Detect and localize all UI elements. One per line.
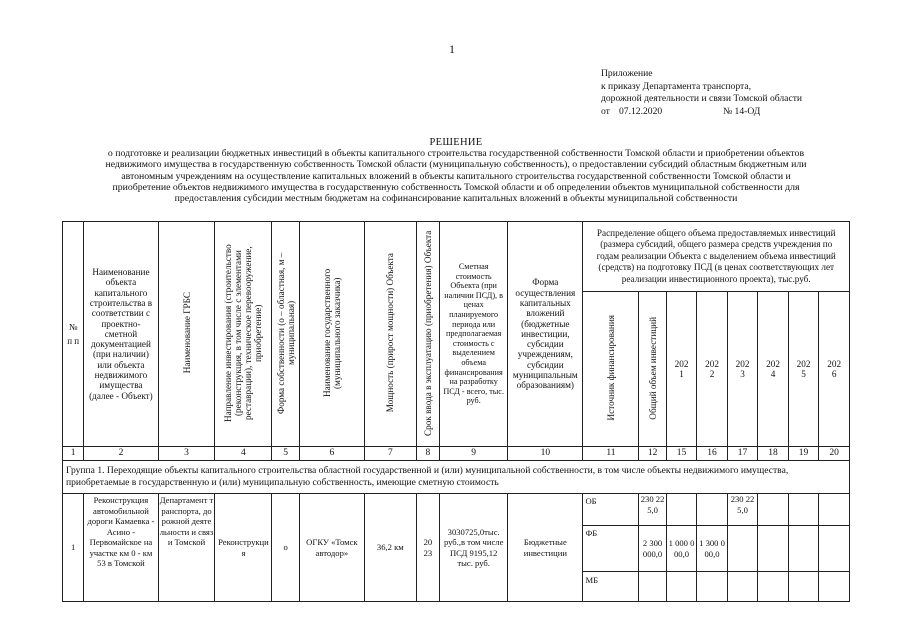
header-grbs-label: Наименование ГРБС xyxy=(181,292,192,374)
column-number: 8 xyxy=(416,447,439,461)
source-fb-2023 xyxy=(727,526,758,572)
source-mb: МБ xyxy=(583,572,639,602)
header-capacity xyxy=(364,222,416,447)
row-ownership: о xyxy=(272,494,299,602)
title-line: приобретение объектов недвижимого имущества в государственную собственность Томской области и об определении объектов муниципальной собственности для xyxy=(112,181,800,193)
column-number: 20 xyxy=(819,447,850,461)
source-mb-total xyxy=(639,572,666,602)
source-ob-2022 xyxy=(697,494,728,526)
row-num: 1 xyxy=(63,494,84,602)
row-direction: Реконструкция xyxy=(215,494,272,602)
row-form: Бюджетные инвестиции xyxy=(508,494,583,602)
title-line: недвижимого имущества в государственную собственность Томской области (муниципальную собственность), о предоставлении субсидий областным бюджетным или xyxy=(105,159,807,171)
source-mb-2026 xyxy=(819,572,850,602)
header-source xyxy=(583,292,639,447)
title-line: предоставления субсидии местным бюджетам на софинансирование капитальных вложений в объекты муниципальной собственности xyxy=(174,193,738,205)
row-capacity: 36,2 км xyxy=(364,494,416,602)
source-ob-2024 xyxy=(758,494,789,526)
row-term: 2023 xyxy=(416,494,439,602)
column-number: 17 xyxy=(727,447,758,461)
group-1-title: Группа 1. Переходящие объекты капитального строительства областной государственной и (или) муниципальной собственности, в том числе объекты недвижимого имущества, приобретаемые в государственную и (или) муниципальную собственность, имеющие сметную стоимость xyxy=(63,461,850,494)
header-estimate: Сметная стоимость Объекта (при наличии ПСД), в ценах планируемого периода или предполагаемая стоимость с выделением объема финансирования на разработку ПСД - всего, тыс. руб. xyxy=(440,222,508,447)
column-number: 16 xyxy=(697,447,728,461)
header-direction-label: Направление инвестирования (строительство (реконструкция, в том числе с элементами реставрации), техническое перевооружение, приобретение) xyxy=(223,243,264,422)
header-num: № п п xyxy=(63,222,84,447)
column-number: 9 xyxy=(440,447,508,461)
header-term xyxy=(416,222,439,447)
header-year: 2026 xyxy=(819,292,850,447)
source-fb-2026 xyxy=(819,526,850,572)
column-number: 18 xyxy=(758,447,789,461)
header-term-label: Срок ввода в эксплуатацию (приобретения) Объекта xyxy=(422,230,433,436)
group-row xyxy=(63,461,850,494)
table-row xyxy=(63,494,850,526)
column-number: 19 xyxy=(788,447,819,461)
header-customer xyxy=(299,222,364,447)
header-capacity-label: Мощность (прирост мощности) Объекта xyxy=(385,253,396,413)
column-number: 1 xyxy=(63,447,84,461)
column-number: 11 xyxy=(583,447,639,461)
source-ob: ОБ xyxy=(583,494,639,526)
column-number: 12 xyxy=(639,447,666,461)
source-mb-2022 xyxy=(697,572,728,602)
column-number: 6 xyxy=(299,447,364,461)
appendix-line: дорожной деятельности и связи Томской области xyxy=(601,93,803,104)
column-number: 5 xyxy=(272,447,299,461)
decision-title xyxy=(40,137,872,204)
row-customer: ОГКУ «Томскавтодор» xyxy=(299,494,364,602)
header-customer-label: Наименование государственного (муниципального заказчика) xyxy=(321,268,342,397)
source-mb-2025 xyxy=(788,572,819,602)
order-number: № 14-ОД xyxy=(723,105,761,117)
appendix-line: к приказу Департамента транспорта, xyxy=(601,80,751,92)
investment-table xyxy=(62,221,850,602)
appendix-block xyxy=(601,68,802,118)
header-total xyxy=(639,292,666,447)
column-number: 4 xyxy=(215,447,272,461)
header-ownership-label: Форма собственности (о – областная, м – муниципальная) xyxy=(275,252,296,414)
row-grbs: Департамент транспорта, дорожной деятельности и связи Томской xyxy=(158,494,215,602)
header-year: 2022 xyxy=(697,292,728,447)
column-number-row xyxy=(63,447,850,461)
source-fb-2021: 1 000 000,0 xyxy=(666,526,697,572)
header-year: 2024 xyxy=(758,292,789,447)
column-number: 15 xyxy=(666,447,697,461)
header-direction xyxy=(215,222,272,447)
appendix-date-row xyxy=(601,106,802,119)
header-distribution: Распределение общего объема предоставляемых инвестиций (размера субсидий, общего размера средств учреждения по годам реализации Объекта с выделением объема инвестиций (средств) на подготовку ПСД (в ценах соответствующих лет реализации инвестиционного проекта), тыс.руб. xyxy=(583,222,850,292)
title-line: о подготовке и реализации бюджетных инвестиций в объекты капитального строительства государственной собственности Томской области и приобретении объектов xyxy=(107,148,805,160)
row-estimate: 3030725,0тыс. руб.,в том числе ПСД 9195,12 тыс. руб. xyxy=(440,494,508,602)
source-fb-2022: 1 300 000,0 xyxy=(697,526,728,572)
header-total-label: Общий объем инвестиций xyxy=(647,316,658,420)
header-form: Форма осуществления капитальных вложений (бюджетные инвестиции, субсидии учреждениям, субсидии муниципальным образованиям) xyxy=(508,222,583,447)
source-mb-2023 xyxy=(727,572,758,602)
header-year: 2023 xyxy=(727,292,758,447)
order-date: 07.12.2020 xyxy=(619,105,663,117)
source-ob-2023: 230 225,0 xyxy=(727,494,758,526)
header-year: 2025 xyxy=(788,292,819,447)
column-number: 3 xyxy=(158,447,215,461)
header-ownership xyxy=(272,222,299,447)
row-object-name: Реконструкция автомобильной дороги Камаевка - Асино - Первомайское на участке км 0 - км 53 в Томской xyxy=(84,494,158,602)
appendix-line: Приложение xyxy=(601,68,653,79)
source-ob-2025 xyxy=(788,494,819,526)
date-prefix: от xyxy=(601,105,610,117)
source-fb-total: 2 300 000,0 xyxy=(639,526,666,572)
page-number: 1 xyxy=(449,42,455,56)
column-number: 10 xyxy=(508,447,583,461)
header-source-label: Источник финансирования xyxy=(605,315,616,421)
decision-heading: РЕШЕНИЕ xyxy=(429,137,483,148)
source-fb-2025 xyxy=(788,526,819,572)
source-ob-total: 230 225,0 xyxy=(639,494,666,526)
source-fb: ФБ xyxy=(583,526,639,572)
column-number: 7 xyxy=(364,447,416,461)
header-name: Наименование объекта капитального строительства в соответствии с проектно-сметной документацией (при наличии) или объекта недвижимого имущества (далее - Объект) xyxy=(84,222,158,447)
title-line: автономным учреждениям на осуществление капитальных вложений в объекты капитального строительства государственной собственности Томской области и xyxy=(121,170,791,182)
header-grbs xyxy=(158,222,215,447)
source-ob-2021 xyxy=(666,494,697,526)
source-fb-2024 xyxy=(758,526,789,572)
header-year: 2021 xyxy=(666,292,697,447)
source-ob-2026 xyxy=(819,494,850,526)
source-mb-2024 xyxy=(758,572,789,602)
source-mb-2021 xyxy=(666,572,697,602)
column-number: 2 xyxy=(84,447,158,461)
